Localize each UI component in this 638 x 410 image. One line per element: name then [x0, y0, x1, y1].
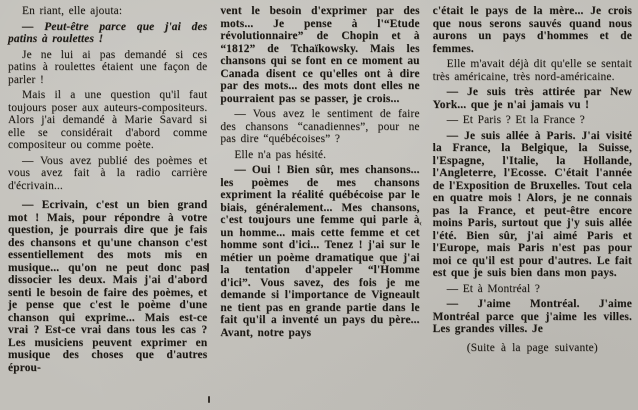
narration-paragraph: Elle n'a pas hésité. — [234, 148, 327, 161]
article-column-3 — [433, 5, 632, 377]
dialogue-paragraph: — Je suis très attirée par New York... que je n'ai jamais vu ! — [432, 86, 632, 111]
dialogue-paragraph: — Peut-être parce que j'ai des patins à roulettes ! — [8, 20, 208, 45]
dialogue-paragraph: — Vous avez publié des poèmes et vous avez fait à la radio carrière d'écrivain... — [8, 154, 208, 192]
dialogue-paragraph-continued: vent le besoin d'exprimer par des mots... Je pense à l'“Etude révolutionnaire” de Chopin et à “1812” de Tchaïkowsky. Mais les chansons qui se font en ce moment au Canada disent ce qu'elles ont à dire par des mots... des mots dont elles ne pourraient pas se passer, je crois... — [220, 5, 420, 105]
dialogue-paragraph: — J'aime Montréal. J'aime Montréal parce que j'aime les villes. Les grandes villes. Je — [432, 298, 632, 335]
dialogue-paragraph: — Vous avez le sentiment de faire des chansons “canadiennes”, pour ne pas dire “québécoises” ? — [220, 108, 420, 145]
print-speck: ‹ — [419, 218, 422, 228]
article-column-1 — [8, 5, 207, 377]
dialogue-paragraph: — Et Paris ? Et la France ? — [446, 114, 585, 126]
dialogue-paragraph: — Je suis allée à Paris. J'ai visité la France, la Belgique, la Suisse, l'Espagne, l'Italie, la Hollande, l'Angleterre, l'Ecosse. C'était l'année de l'Exposition de Bruxelles. Tout cela en quatre mois ! Alors, je ne connais pas la France, et peut-être encore moins Paris, surtout que j'y suis allée l'été. Bien sûr, j'ai aimé Paris et l'Europe, mais Paris n'est pas pour moi ce qu'il est pour d'autres. Le fait est que je suis bien dans mon pays. — [432, 129, 632, 279]
dialogue-paragraph: — Ecrivain, c'est un bien grand mot ! Mais, pour répondre à votre question, je pourrais dire que je fais des chansons et qu'une chanson c'est essentiellement des mots mis en musique... qu'on ne peut donc pas dissocier les deux. Mais j'ai d'abord senti le besoin de faire des poèmes, et je pense que c'est le poème d'une chanson qui exprime... Mais est-ce vrai ? Est-ce vrai dans tous les cas ? Les musiciens peuvent exprimer en musique des choses que d'autres éprou- — [8, 199, 208, 374]
print-speck — [208, 396, 210, 403]
article-column-2 — [220, 5, 419, 377]
dialogue-paragraph: — Oui ! Bien sûr, mes chansons... les poèmes de mes chansons expriment la réalité québécoise par le biais, généralement... Mes chansons, c'est toujours une femme qui parle à un homme... mais cette femme et cet homme sont d'ici... Tenez ! j'ai sur le métier un poème dramatique que j'ai la tentation d'appeler “l'Homme d'ici”. Vous savez, des fois je me demande si l'importance de Vigneault ne tient pas en grande partie dans le fait qu'il a inventé un pays du père... Avant, notre pays — [220, 164, 420, 339]
print-speck — [207, 263, 209, 272]
narration-paragraph: En riant, elle ajouta: — [22, 5, 123, 17]
article-columns — [8, 5, 632, 377]
narration-paragraph: Mais il a une question qu'il faut toujours poser aux auteurs-compositeurs. Alors j'ai demandé à Marie Savard si elle se considérait d'abord comme compositeur ou comme poète. — [8, 89, 208, 151]
narration-paragraph: Elle m'avait déjà dit qu'elle se sentait très américaine, très nord-américaine. — [432, 58, 632, 83]
narration-paragraph: Je ne lui ai pas demandé si ces patins à roulettes étaient une façon de parler ! — [8, 48, 208, 86]
dialogue-paragraph-continued: c'était le pays de la mère... Je crois que nous serons sauvés quand nous aurons un pays d'hommes et de femmes. — [432, 5, 632, 55]
dialogue-paragraph: — Et à Montréal ? — [446, 282, 540, 295]
continuation-note: (Suite à la page suivante) — [466, 341, 598, 354]
